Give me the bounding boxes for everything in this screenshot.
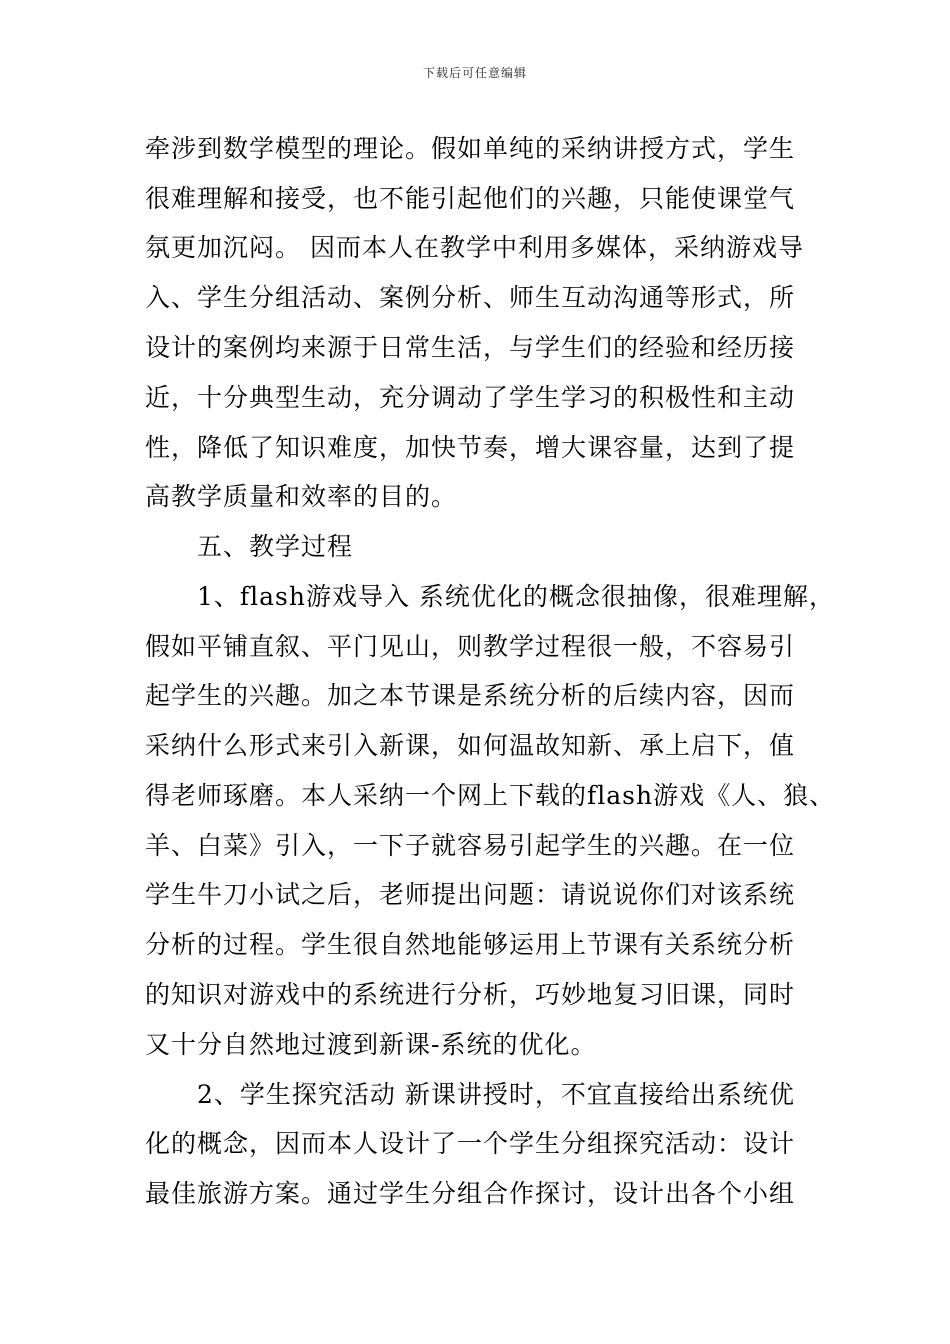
body-line: 分析的过程。学生很自然地能够运用上节课有关系统分析 <box>145 930 796 959</box>
body-line: 化的概念，因而本人设计了一个学生分组探究活动：设计 <box>145 1129 796 1158</box>
page-header: 下载后可任意编辑 <box>422 66 527 80</box>
body-line: 设计的案例均来源于日常生活，与学生们的经验和经历接 <box>145 333 796 362</box>
body-line: 高教学质量和效率的目的。 <box>145 482 458 511</box>
paragraph-first-line: 2、学生探究活动 新课讲授时，不宜直接给出系统优 <box>197 1080 795 1109</box>
body-line: 的知识对游戏中的系统进行分析，巧妙地复习旧课，同时 <box>145 980 796 1009</box>
body-line: 入、学生分组活动、案例分析、师生互动沟通等形式，所 <box>145 283 796 312</box>
paragraph-first-line: 1、flash游戏导入 系统优化的概念很抽像，很难理解， <box>197 582 835 611</box>
body-line: 得老师琢磨。本人采纳一个网上下载的flash游戏《人、狼、 <box>145 781 836 810</box>
section-heading: 五、教学过程 <box>197 532 354 561</box>
body-line: 起学生的兴趣。加之本节课是系统分析的后续内容，因而 <box>145 681 796 710</box>
body-line: 又十分自然地过渡到新课-系统的优化。 <box>145 1030 597 1059</box>
body-line: 学生牛刀小试之后，老师提出问题：请说说你们对该系统 <box>145 880 796 909</box>
body-line: 很难理解和接受，也不能引起他们的兴趣，只能使课堂气 <box>145 184 796 213</box>
body-line: 羊、白菜》引入，一下子就容易引起学生的兴趣。在一位 <box>145 831 796 860</box>
body-line: 近，十分典型生动，充分调动了学生学习的积极性和主动 <box>145 383 796 412</box>
body-line: 性，降低了知识难度，加快节奏，增大课容量，达到了提 <box>145 433 796 462</box>
body-line: 牵涉到数学模型的理论。假如单纯的采纳讲授方式，学生 <box>145 134 796 163</box>
body-line: 最佳旅游方案。通过学生分组合作探讨，设计出各个小组 <box>145 1179 796 1208</box>
body-line: 假如平铺直叙、平门见山，则教学过程很一般，不容易引 <box>145 632 796 661</box>
body-line: 采纳什么形式来引入新课，如何温故知新、承上启下，值 <box>145 731 796 760</box>
body-line: 氛更加沉闷。 因而本人在教学中利用多媒体，采纳游戏导 <box>145 233 804 262</box>
